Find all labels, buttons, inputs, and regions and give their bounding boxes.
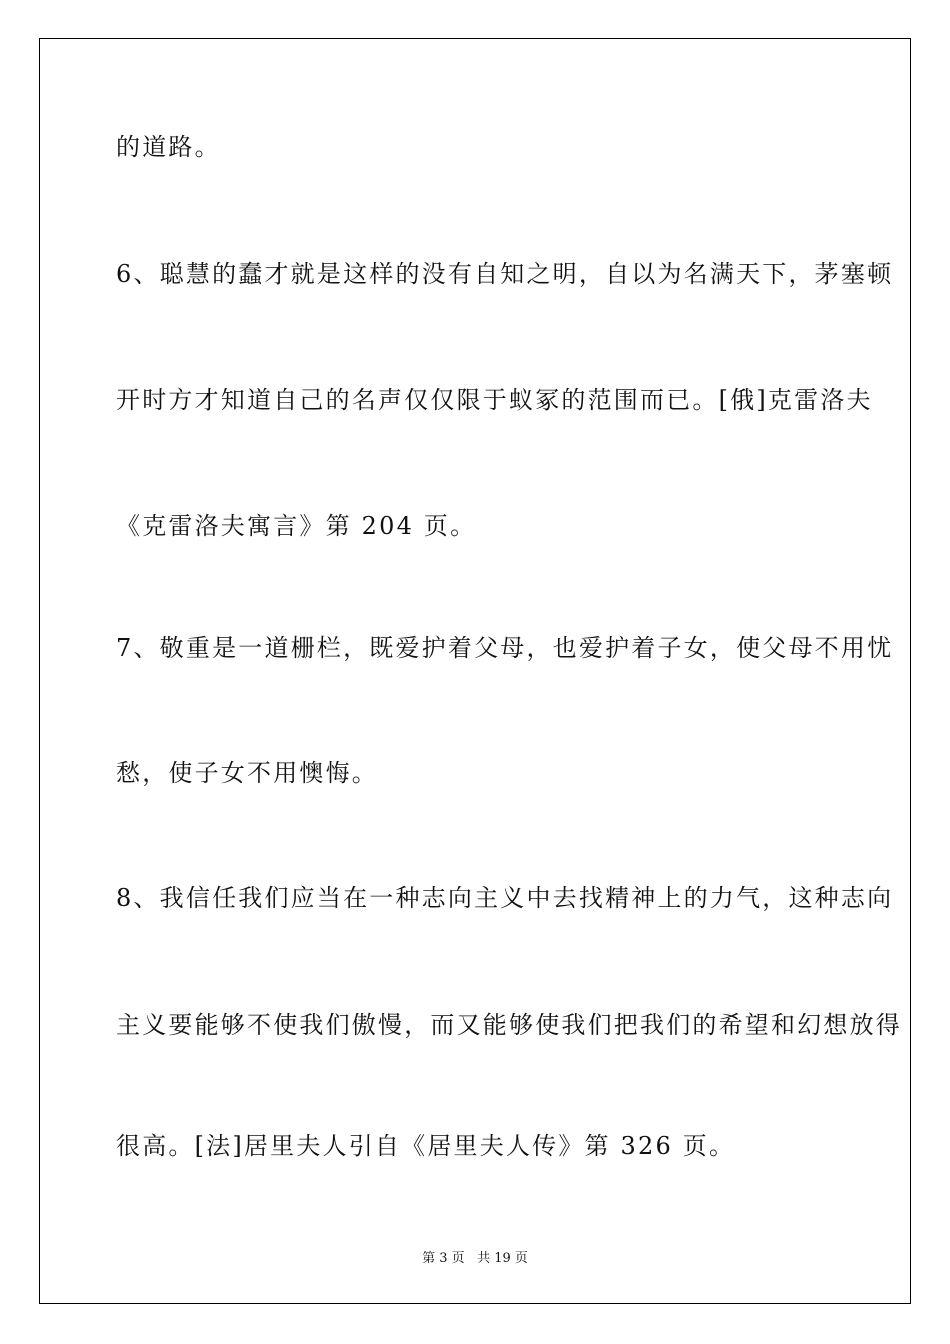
text-line: 6、聪慧的蠢才就是这样的没有自知之明，自以为名满天下，茅塞顿 (116, 260, 894, 288)
page-total: 共 19 页 (477, 1251, 528, 1266)
text-line: 主义要能够不使我们傲慢，而又能够使我们把我们的希望和幻想放得 (116, 1011, 902, 1039)
text-line: 愁，使子女不用懊悔。 (116, 759, 378, 787)
text-line: 很高。[法]居里夫人引自《居里夫人传》第 326 页。 (116, 1132, 736, 1160)
page-border (39, 38, 911, 1304)
page-number: 第 3 页 (422, 1251, 465, 1266)
page-footer (0, 1247, 950, 1266)
text-line: 8、我信任我们应当在一种志向主义中去找精神上的力气，这种志向 (116, 884, 894, 912)
text-line: 《克雷洛夫寓言》第 204 页。 (116, 512, 477, 540)
text-line: 7、敬重是一道栅栏，既爱护着父母，也爱护着子女，使父母不用忧 (116, 634, 894, 662)
text-line: 开时方才知道自己的名声仅仅限于蚁冢的范围而已。[俄]克雷洛夫 (116, 386, 873, 414)
text-line: 的道路。 (116, 133, 221, 161)
